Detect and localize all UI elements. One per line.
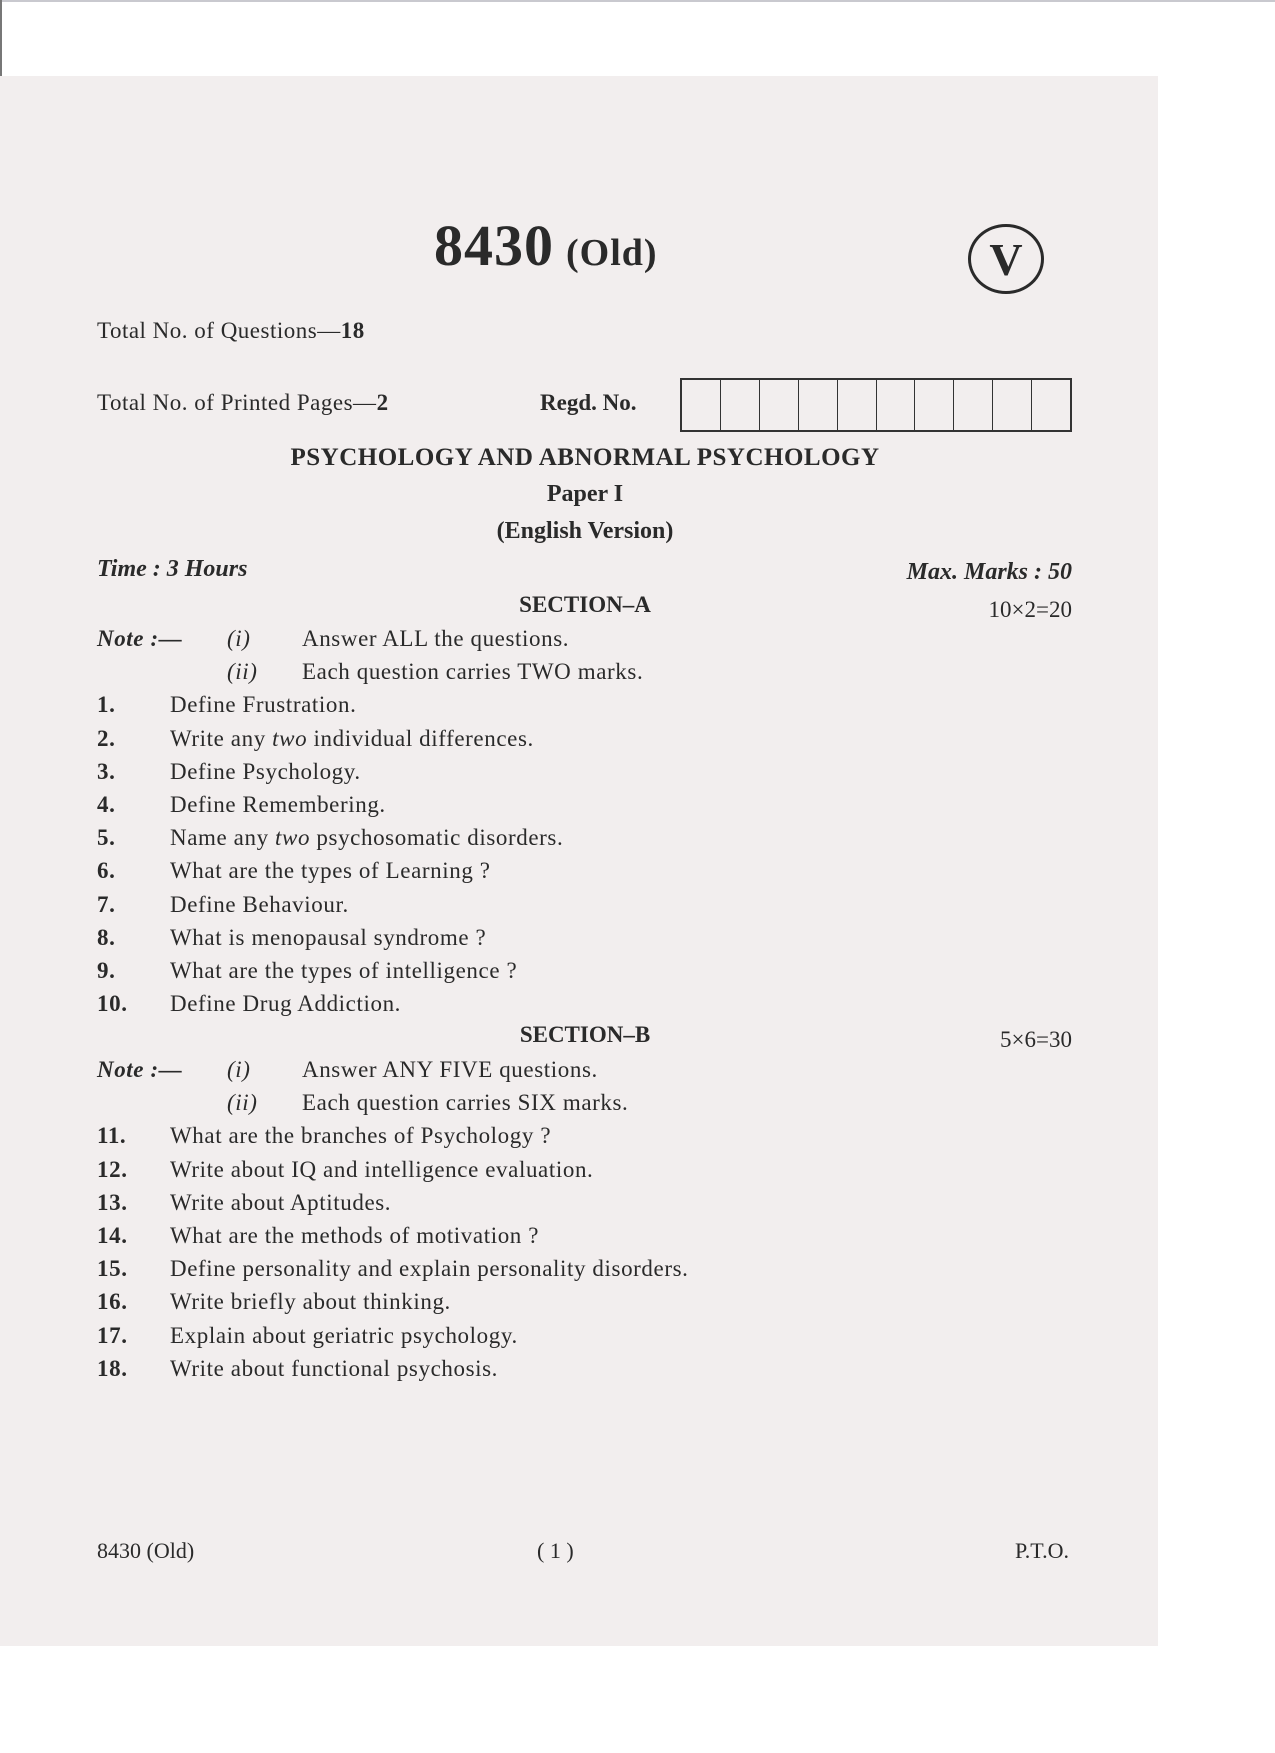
regd-no-cell: [877, 380, 916, 430]
question-number: 13.: [97, 1189, 128, 1215]
question-text: Write about Aptitudes.: [170, 1189, 392, 1215]
total-pages: Total No. of Printed Pages—2: [97, 390, 389, 415]
paper-number: Paper I: [546, 481, 624, 507]
paper-code-suffix: (Old): [566, 232, 658, 274]
question-number: 12.: [97, 1156, 128, 1182]
please-turn-over: P.T.O.: [1015, 1538, 1069, 1563]
note-marker: (i): [227, 1057, 251, 1082]
question-text: Define Frustration.: [170, 692, 357, 718]
question-text: Name any two psychosomatic disorders.: [170, 825, 564, 851]
question-number: 1.: [97, 692, 116, 718]
question-text: Define Remembering.: [170, 792, 386, 817]
regd-no-boxes: [680, 378, 1072, 432]
question-text: Define Psychology.: [170, 758, 361, 784]
section-a-heading: SECTION–A: [519, 592, 651, 617]
regd-no-cell: [1032, 380, 1070, 430]
question-number: 16.: [97, 1289, 128, 1315]
question-text: Define Drug Addiction.: [170, 991, 402, 1017]
question-number: 6.: [97, 858, 116, 884]
regd-no-label: Regd. No.: [540, 390, 637, 415]
total-questions: Total No. of Questions—18: [97, 318, 365, 343]
regd-no-cell: [682, 380, 721, 430]
page-left-edge: [0, 0, 2, 78]
question-number: 9.: [97, 958, 116, 983]
regd-no-cell: [760, 380, 799, 430]
note-label: Note :—: [97, 1057, 183, 1082]
question-text: Write any two individual differences.: [170, 725, 534, 751]
question-text: Explain about geriatric psychology.: [170, 1322, 518, 1348]
max-marks: Max. Marks : 50: [906, 559, 1072, 585]
question-number: 14.: [97, 1223, 128, 1248]
note-text: Each question carries SIX marks.: [302, 1090, 629, 1116]
question-number: 15.: [97, 1256, 128, 1282]
question-text: What is menopausal syndrome ?: [170, 924, 487, 950]
regd-no-cell: [799, 380, 838, 430]
question-number: 17.: [97, 1322, 128, 1348]
question-number: 7.: [97, 891, 116, 917]
question-number: 10.: [97, 991, 128, 1017]
question-number: 18.: [97, 1355, 128, 1381]
question-text: Write about IQ and intelligence evaluation.: [170, 1156, 594, 1182]
question-number: 11.: [97, 1123, 127, 1149]
question-text: What are the types of intelligence ?: [170, 958, 518, 983]
page-top-edge: [0, 0, 1275, 2]
regd-no-cell: [915, 380, 954, 430]
section-b-marks: 5×6=30: [1000, 1027, 1072, 1052]
note-label: Note :—: [97, 626, 183, 651]
regd-no-cell: [838, 380, 877, 430]
question-text: Define personality and explain personality disorders.: [170, 1256, 689, 1282]
question-number: 2.: [97, 725, 116, 751]
footer-code: 8430 (Old): [97, 1538, 195, 1563]
paper-code: 8430 (Old): [434, 213, 658, 278]
note-text: Each question carries TWO marks.: [302, 659, 644, 685]
regd-no-cell: [721, 380, 760, 430]
question-text: Define Behaviour.: [170, 891, 349, 917]
question-text: What are the types of Learning ?: [170, 858, 491, 884]
note-marker: (i): [227, 626, 251, 651]
section-a-marks: 10×2=20: [988, 597, 1072, 622]
question-number: 3.: [97, 758, 116, 784]
section-b-heading: SECTION–B: [519, 1022, 651, 1047]
language-version: (English Version): [496, 518, 674, 544]
question-text: Write about functional psychosis.: [170, 1355, 499, 1381]
question-number: 8.: [97, 924, 116, 950]
note-marker: (ii): [227, 659, 258, 685]
note-marker: (ii): [227, 1090, 258, 1116]
regd-no-cell: [993, 380, 1032, 430]
note-text: Answer ALL the questions.: [302, 626, 570, 651]
regd-no-cell: [954, 380, 993, 430]
page-number: ( 1 ): [537, 1538, 574, 1563]
note-text: Answer ANY FIVE questions.: [302, 1057, 598, 1082]
version-badge: V: [968, 224, 1044, 294]
question-number: 5.: [97, 825, 116, 851]
exam-time: Time : 3 Hours: [97, 556, 248, 582]
question-text: Write briefly about thinking.: [170, 1289, 451, 1315]
question-number: 4.: [97, 792, 116, 817]
question-text: What are the methods of motivation ?: [170, 1223, 540, 1248]
question-text: What are the branches of Psychology ?: [170, 1123, 552, 1149]
subject-title: PSYCHOLOGY AND ABNORMAL PSYCHOLOGY: [290, 444, 880, 471]
